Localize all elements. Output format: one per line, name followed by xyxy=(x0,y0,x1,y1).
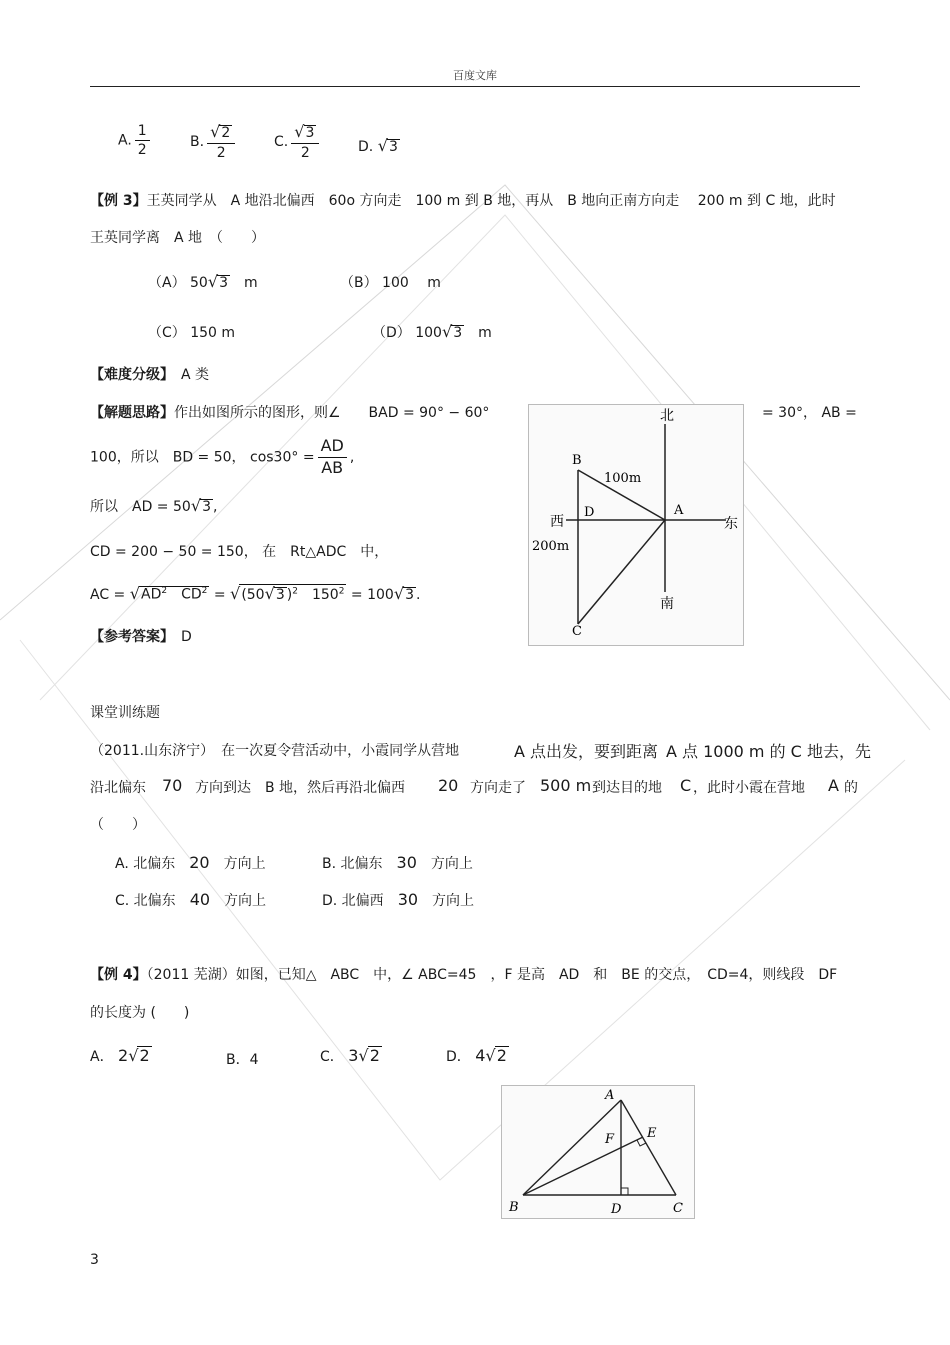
label-point-a: A xyxy=(674,503,684,518)
label-length-bc: 200m xyxy=(532,539,570,554)
ex3-solution-line1: 【解题思路】作出如图所示的图形，则∠ BAD = 90° − 60° xyxy=(90,405,490,421)
label-foot-d: D xyxy=(611,1202,622,1217)
practice-point-c: C xyxy=(680,776,692,795)
ex3-solution-line4: CD = 200 − 50 = 150， 在 Rt△ADC 中， xyxy=(90,544,389,560)
label-vertex-b: B xyxy=(509,1200,519,1215)
practice-line3: （ ） xyxy=(90,817,146,833)
ex3-solution-line5: AC = $√AD^2$ $CD^2 = √(50√3$ )$^2$ $150^2 = 100√3$ . xyxy=(90,584,421,603)
practice-distance-500: 500 m xyxy=(540,776,592,795)
practice-option-a: A. 北偏东 20 方向上 xyxy=(115,853,266,872)
practice-line2-part1: 沿北偏东 xyxy=(90,780,146,796)
ex3-option-c: （C） 150 m xyxy=(148,325,236,341)
prev-option-d: D. √3 xyxy=(358,136,398,155)
practice-line2-part2: 方向到达 B 地，然后再沿北偏西 xyxy=(195,780,406,796)
compass-figure xyxy=(528,404,744,646)
label-west: 西 xyxy=(550,514,564,530)
practice-line1a: （2011.山东济宁） 在一次夏令营活动中，小霞同学从营地 xyxy=(90,743,460,759)
label-north: 北 xyxy=(660,408,674,424)
page-header-title: 百度文库 xyxy=(453,69,497,82)
ex4-option-a: A． 2√2 xyxy=(90,1046,150,1065)
triangle-figure xyxy=(501,1085,695,1219)
label-vertex-a: A xyxy=(605,1088,615,1103)
ex4-option-b: B．4 xyxy=(226,1052,259,1068)
prev-option-c: C. $\frac{√3}{2}$ xyxy=(274,122,322,162)
label-length-ab: 100m xyxy=(604,471,642,486)
ex3-option-a: （A） 50√3 m xyxy=(148,272,258,291)
practice-angle-20: 20 xyxy=(438,776,459,795)
practice-point-a: A xyxy=(828,776,839,795)
ex3-solution-line3: 所以 AD = 50√3 , xyxy=(90,496,218,515)
label-east: 东 xyxy=(724,516,738,532)
ex3-solution-line2: 100，所以 BD = 50， cos30° = $\frac{AD}{AB}$ , xyxy=(90,436,355,477)
label-point-f: F xyxy=(605,1132,615,1147)
practice-line1c: A 点 1000 m 的 C 地去，先 xyxy=(666,742,871,761)
practice-line2-part6: 的 xyxy=(844,780,858,796)
ex3-difficulty: 【难度分级】 A 类 xyxy=(90,367,210,383)
ex4-option-d: D． 4√2 xyxy=(446,1046,507,1065)
ex4-option-c: C． 3√2 xyxy=(320,1046,380,1065)
ex3-line2: 王英同学离 A 地 （ ） xyxy=(90,230,266,246)
practice-angle-70: 70 xyxy=(162,776,183,795)
label-south: 南 xyxy=(660,596,674,612)
prev-option-a: A. $\frac{1}{2}$ xyxy=(118,122,153,159)
ex3-option-d: （D） 100√3 m xyxy=(372,322,492,341)
practice-heading: 课堂训练题 xyxy=(90,705,160,721)
ex3-solution-line1-end: = 30°， AB = xyxy=(762,405,857,421)
practice-line2-part3: 方向走了 xyxy=(470,780,526,796)
ex4-line2: 的长度为 ( ) xyxy=(90,1005,190,1021)
practice-option-b: B. 北偏东 30 方向上 xyxy=(322,853,473,872)
practice-option-d: D. 北偏西 30 方向上 xyxy=(322,890,475,909)
ex3-answer: 【参考答案】 D xyxy=(90,629,192,645)
ex3-line1: 【例 3】王英同学从 A 地沿北偏西 60o 方向走 100 m 到 B 地，再从 B 地向正南方向走 200 m 到 C 地，此时 xyxy=(90,193,836,209)
ex4-line1: 【例 4】（2011 芜湖）如图，已知△ ABC 中，∠ ABC=45 ，F 是高 AD 和 BE 的交点， CD=4，则线段 DF xyxy=(90,967,838,983)
label-point-b: B xyxy=(572,453,582,468)
label-point-d: D xyxy=(584,505,595,520)
label-point-c: C xyxy=(572,624,582,639)
practice-line2-part4: 到达目的地 xyxy=(592,780,662,796)
page-number: 3 xyxy=(90,1252,99,1268)
practice-line1b: A 点出发，要到距离 xyxy=(514,742,659,761)
label-foot-e: E xyxy=(647,1126,657,1141)
ex3-option-b: （B） 100 m xyxy=(340,275,441,291)
prev-option-b: B. $\frac{√2}{2}$ xyxy=(190,122,238,162)
label-vertex-c: C xyxy=(673,1201,683,1216)
practice-line2-part5: ，此时小霞在营地 xyxy=(693,780,805,796)
practice-option-c: C. 北偏东 40 方向上 xyxy=(115,890,267,909)
